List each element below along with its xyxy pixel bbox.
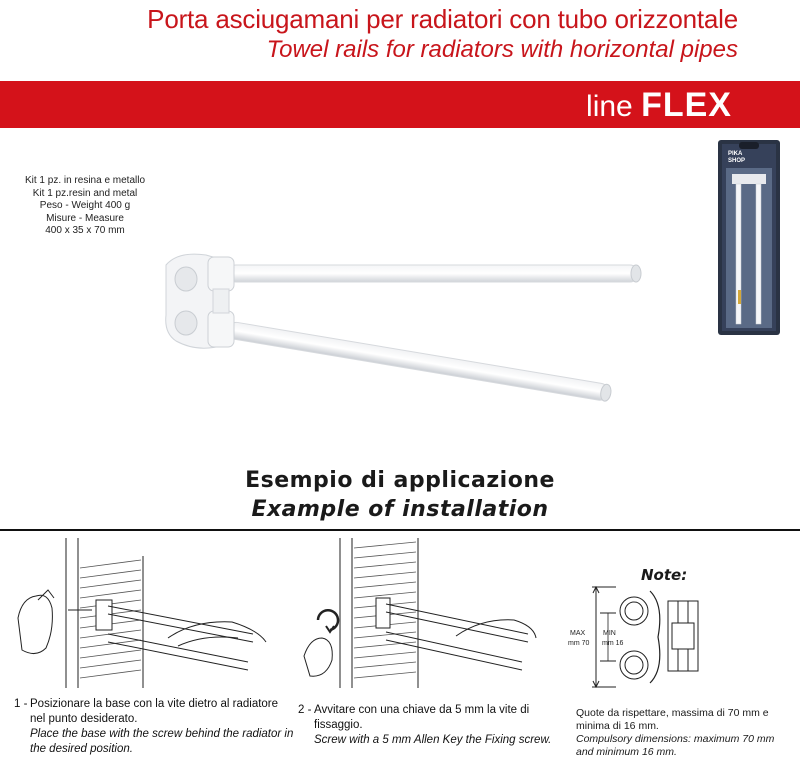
- blister-package-image: [718, 140, 780, 335]
- package-brand-bottom: SHOP: [728, 158, 746, 164]
- step1-text-it: Posizionare la base con la vite dietro al radiatore nel punto desiderato.: [30, 698, 279, 725]
- product-line-label: [586, 86, 732, 125]
- spec-line: Kit 1 pz. in resina e metallo: [24, 175, 146, 186]
- note-text-en: Compulsory dimensions: maximum 70 mm and minimum 16 mm.: [576, 733, 775, 758]
- step2-text-it: Avvitare con una chiave da 5 mm la vite di fissaggio.: [314, 704, 530, 731]
- min-value: mm 16: [602, 640, 624, 647]
- dimension-diagram: [568, 565, 700, 695]
- note-text-it: Quote da rispettare, massima di 70 mm e minima di 16 mm.: [576, 707, 769, 732]
- spec-line: Misure - Measure: [46, 212, 124, 224]
- towel-rail-product-image: [158, 245, 648, 405]
- step1-number: 1 -: [14, 698, 28, 710]
- example-title-italian: Esempio di applicazione: [245, 468, 555, 493]
- step1-instructions: [14, 697, 294, 757]
- note-title: Note:: [641, 566, 688, 584]
- min-label: MIN: [603, 630, 616, 637]
- step1-text-en: Place the base with the screw behind the radiator in the desired position.: [30, 728, 294, 755]
- step2-number: 2 -: [298, 704, 312, 716]
- product-specs: [20, 175, 150, 238]
- line-name: FLEX: [641, 86, 732, 124]
- title-english: Towel rails for radiators with horizontal pipes: [266, 36, 738, 63]
- section-divider: [0, 529, 800, 531]
- spec-line: Kit 1 pz.resin and metal: [32, 187, 138, 199]
- spec-line: Peso - Weight 400 g: [39, 200, 131, 211]
- step2-text-en: Screw with a 5 mm Allen Key the Fixing screw.: [314, 734, 552, 746]
- example-title-english: Example of installation: [251, 497, 549, 522]
- note-instructions: [576, 707, 791, 759]
- step2-instructions: [298, 703, 558, 748]
- line-prefix: line: [586, 90, 633, 123]
- package-brand-top: PIKA: [728, 151, 743, 157]
- step1-illustration: [8, 538, 278, 688]
- max-label: MAX: [570, 630, 586, 637]
- max-value: mm 70: [568, 640, 590, 647]
- step2-illustration: [296, 538, 536, 688]
- title-italian: Porta asciugamani per radiatori con tubo orizzontale: [147, 4, 738, 34]
- spec-line: 400 x 35 x 70 mm: [45, 225, 125, 236]
